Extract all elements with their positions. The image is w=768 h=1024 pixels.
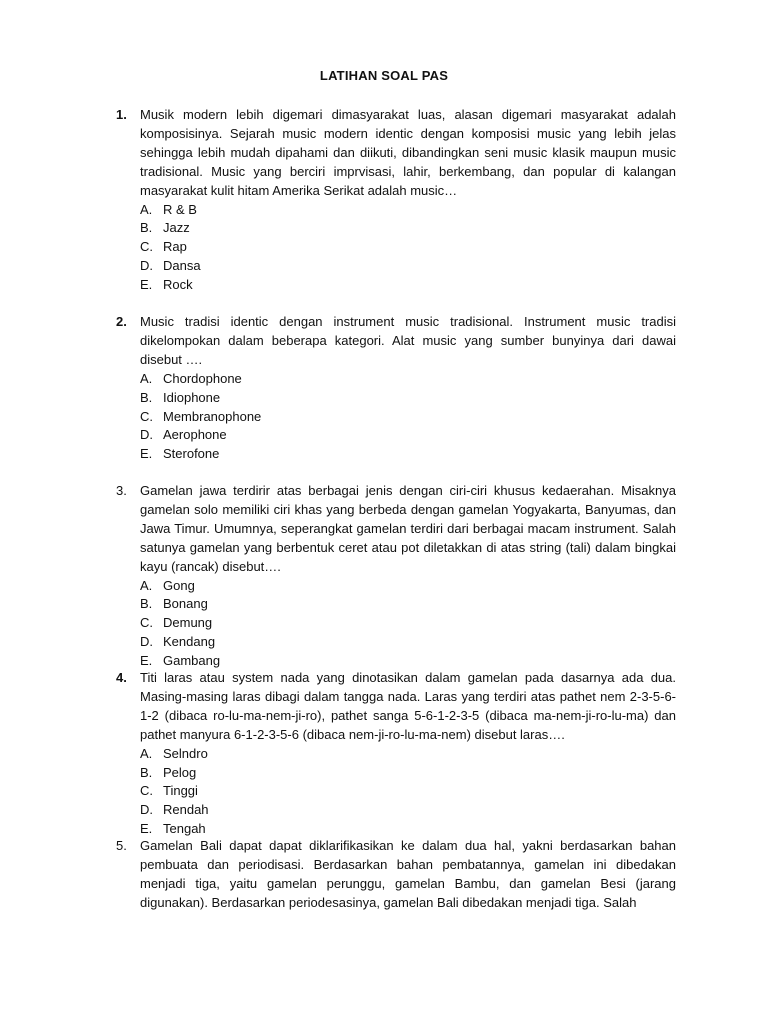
option-text: Aerophone — [163, 427, 227, 443]
option-text: Dansa — [163, 258, 201, 274]
option-text: Pelog — [163, 764, 197, 780]
option-a — [140, 745, 676, 764]
question-number: 5. — [116, 838, 127, 853]
option-letter: A. — [140, 745, 153, 761]
question-number: 3. — [116, 483, 127, 498]
answer-options — [140, 745, 676, 839]
option-a — [140, 370, 676, 389]
option-letter: E. — [140, 446, 153, 462]
option-text: Bonang — [163, 596, 208, 612]
question-2 — [116, 313, 676, 464]
option-text: Idiophone — [163, 389, 221, 405]
option-text: Membranophone — [163, 408, 262, 424]
answer-options — [140, 201, 676, 295]
option-letter: B. — [140, 220, 153, 236]
option-text: Rock — [163, 277, 193, 293]
option-letter: E. — [140, 821, 153, 837]
question-number: 4. — [116, 670, 127, 685]
option-b — [140, 595, 676, 614]
option-c — [140, 408, 676, 427]
option-letter: B. — [140, 596, 153, 612]
option-e — [140, 445, 676, 464]
option-a — [140, 577, 676, 596]
option-text: R & B — [163, 201, 197, 217]
option-c — [140, 238, 676, 257]
option-letter: A. — [140, 370, 153, 386]
option-b — [140, 764, 676, 783]
option-text: Sterofone — [163, 446, 220, 462]
option-letter: E. — [140, 653, 153, 669]
option-text: Kendang — [163, 634, 216, 650]
option-letter: D. — [140, 802, 153, 818]
option-text: Selndro — [163, 745, 208, 761]
option-text: Demung — [163, 615, 213, 631]
question-5 — [116, 837, 676, 913]
option-letter: C. — [140, 408, 153, 424]
option-letter: C. — [140, 615, 153, 631]
option-letter: A. — [140, 577, 153, 593]
option-d — [140, 801, 676, 820]
option-letter: C. — [140, 783, 153, 799]
answer-options — [140, 577, 676, 671]
option-letter: D. — [140, 634, 153, 650]
question-number: 1. — [116, 107, 127, 122]
option-text: Gong — [163, 577, 195, 593]
question-1 — [116, 106, 676, 295]
option-d — [140, 633, 676, 652]
option-text: Tengah — [163, 821, 206, 837]
question-4 — [116, 669, 676, 839]
question-text: Musik modern lebih digemari dimasyarakat luas, alasan digemari masyarakat adalah komposisinya. Sejarah music modern identic dengan komposisi music yang lebih jelas sehingga lebih mudah dipahami dan diikuti, dibandingkan seni music klasik maupun music tradisional. Music yang berciri imprvisasi, lahir, berkembang, dan popular di kalangan masyarakat kulit hitam Amerika Serikat adalah music… — [140, 107, 676, 198]
option-letter: D. — [140, 258, 153, 274]
question-text: Music tradisi identic dengan instrument music tradisional. Instrument music tradisi dikelompokan dalam beberapa kategori. Alat music yang sumber bunyinya dari dawai disebut …. — [140, 314, 676, 367]
option-e — [140, 276, 676, 295]
option-text: Rendah — [163, 802, 209, 818]
option-letter: E. — [140, 277, 153, 293]
question-number: 2. — [116, 314, 127, 329]
option-b — [140, 219, 676, 238]
question-text: Gamelan jawa terdirir atas berbagai jenis dengan ciri-ciri khusus kedaerahan. Misaknya gamelan solo memiliki ciri khas yang berbeda dengan gamelan Yogyakarta, Banyumas, dan Jawa Timur. Umumnya, seperangkat gamelan terdiri dari berbagai macam instrument. Salah satunya gamelan yang berbentuk ceret atau pot diletakkan di atas string (tali) dalam bingkai kayu (rancak) disebut…. — [140, 483, 676, 574]
document-title: LATIHAN SOAL PAS — [319, 68, 449, 83]
question-text: Titi laras atau system nada yang dinotasikan dalam gamelan pada dasarnya ada dua. Masing-masing laras dibagi dalam tangga nada. Laras yang terdiri atas pathet nem 2-3-5-6-1-2 (dibaca ro-lu-ma-nem-ji-ro), pathet sanga 5-6-1-2-3-5 (dibaca ma-nem-ji-ro-lu-ma) dan pathet manyura 6-1-2-3-5-6 (dibaca nem-ji-ro-lu-ma-nem) disebut laras…. — [140, 670, 676, 742]
answer-options — [140, 370, 676, 464]
question-3 — [116, 482, 676, 671]
option-c — [140, 614, 676, 633]
option-text: Tinggi — [163, 783, 198, 799]
option-letter: D. — [140, 427, 153, 443]
option-letter: B. — [140, 764, 153, 780]
option-c — [140, 782, 676, 801]
option-letter: B. — [140, 389, 153, 405]
option-text: Jazz — [163, 220, 190, 236]
option-d — [140, 426, 676, 445]
option-b — [140, 389, 676, 408]
option-text: Rap — [163, 239, 187, 255]
option-letter: C. — [140, 239, 153, 255]
option-d — [140, 257, 676, 276]
option-a — [140, 201, 676, 220]
option-text: Gambang — [163, 653, 221, 669]
question-text: Gamelan Bali dapat dapat diklarifikasikan ke dalam dua hal, yakni berdasarkan bahan pembuata dan periodisasi. Berdasarkan bahan pembatannya, gamelan ini dibedakan menjadi tiga, yaitu gamelan perunggu, gamelan Bambu, dan gamelan Besi (jarang digunakan). Berdasarkan periodesasinya, gamelan Bali dibedakan menjadi tiga. Salah — [140, 838, 676, 910]
option-text: Chordophone — [163, 370, 242, 386]
option-letter: A. — [140, 201, 153, 217]
